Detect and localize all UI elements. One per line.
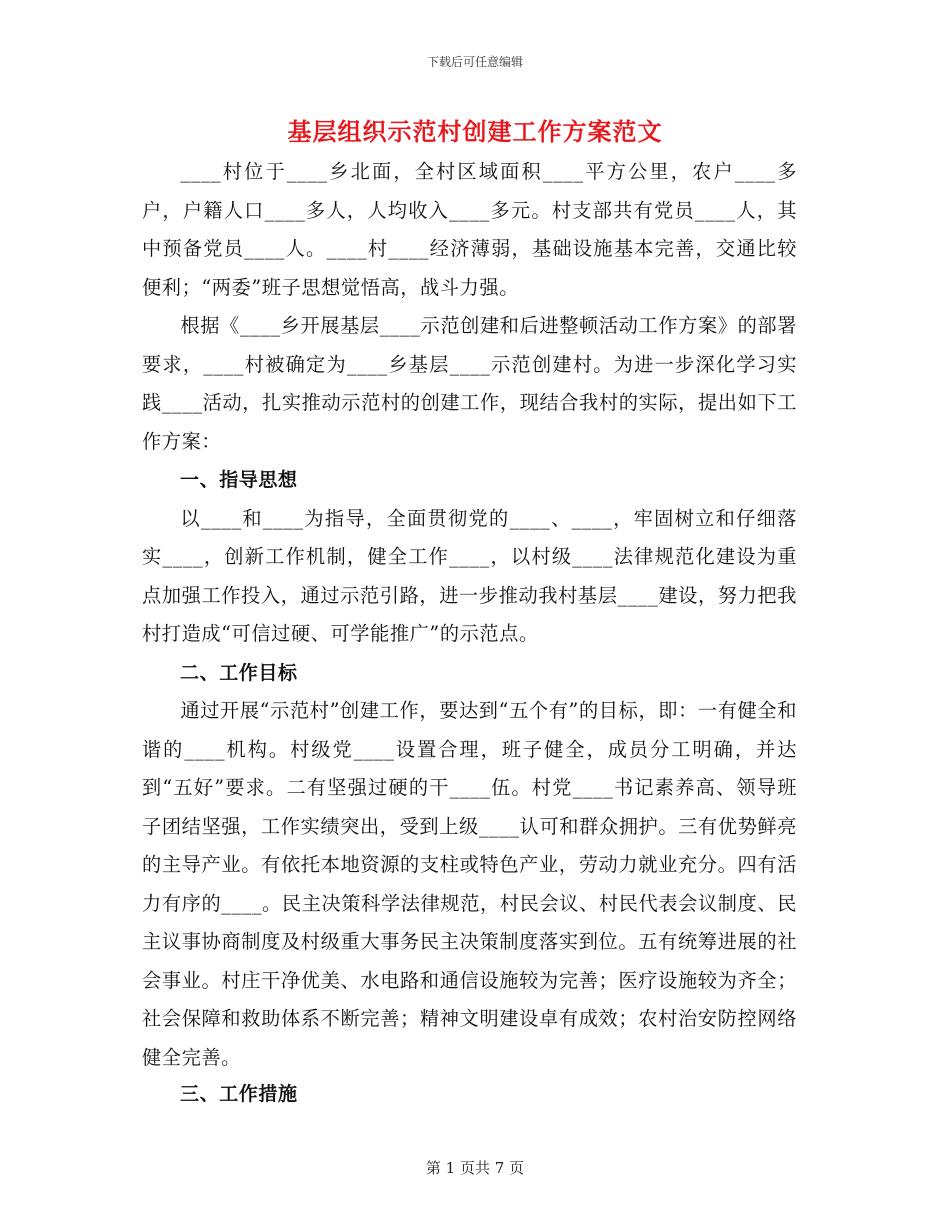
paragraph-basis: 根据《____乡开展基层____示范创建和后进整顿活动工作方案》的部署要求，____村被确定为____乡基层____示范创建村。为进一步深化学习实践____活动，扎实推动示范村的创建工作，现结合我村的实际，提出如下工作方案：: [142, 314, 797, 453]
paragraph-guiding-ideology: 以____和____为指导，全面贯彻党的____、____，牢固树立和仔细落实____，创新工作机制，健全工作____，以村级____法律规范化建设为重点加强工作投入，通过示范引路，进一步推动我村基层____建设，努力把我村打造成“可信过硬、可学能推广”的示范点。: [142, 506, 797, 645]
page-number: 第 1 页共 7 页: [425, 1159, 525, 1177]
section-heading-work-goals: 二、工作目标: [180, 661, 298, 684]
header-note: 下载后可任意编辑: [426, 55, 523, 69]
paragraph-work-goals: 通过开展“示范村”创建工作，要达到“五个有”的目标，即：一有健全和谐的____机构。村级党____设置合理，班子健全，成员分工明确，并达到“五好”要求。二有坚强过硬的干____伍。村党____书记素养高、领导班子团结坚强，工作实绩突出，受到上级____认可和群众拥护。三有优势鲜亮的主导产业。有依托本地资源的支柱或特色产业，劳动力就业充分。四有活力有序的____。民主决策科学法律规范，村民会议、村民代表会议制度、民主议事协商制度及村级重大事务民主决策制度落实到位。五有统筹进展的社会事业。村庄干净优美、水电路和通信设施较为完善；医疗设施较为齐全；社会保障和救助体系不断完善；精神文明建设卓有成效；农村治安防控网络健全完善。: [142, 699, 797, 1069]
document-title: 基层组织示范村创建工作方案范文: [287, 117, 663, 146]
section-heading-work-measures: 三、工作措施: [180, 1083, 298, 1105]
section-heading-guiding-ideology: 一、指导思想: [180, 469, 298, 491]
document-body: [142, 153, 797, 1077]
paragraph-intro: ____村位于____乡北面，全村区域面积____平方公里，农户____多户，户籍人口____多人，人均收入____多元。村支部共有党员____人，其中预备党员____人。____村____经济薄弱，基础设施基本完善，交通比较便利；“两委”班子思想觉悟高，战斗力强。: [142, 160, 797, 299]
